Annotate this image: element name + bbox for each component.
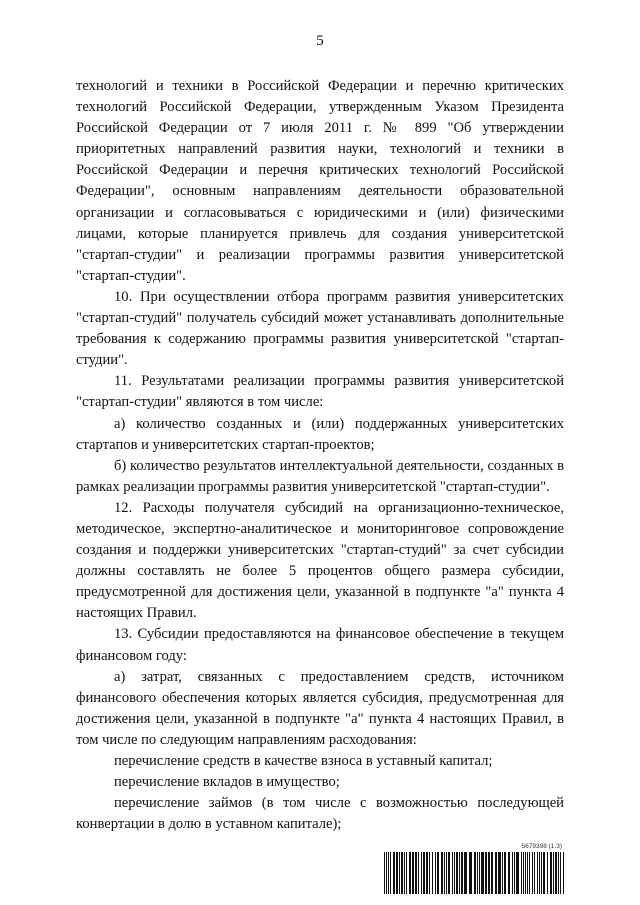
barcode-bar <box>525 852 526 894</box>
barcode-bar <box>563 852 564 894</box>
barcode-icon <box>382 852 568 894</box>
barcode-bar <box>412 852 414 894</box>
barcode-bar <box>386 852 387 894</box>
paragraph-item-11: 11. Результатами реализации программы развития университетской "стартап-студии" являются в том числе: <box>76 373 564 411</box>
barcode-bar <box>441 852 443 894</box>
page-number: 5 <box>316 33 324 49</box>
barcode-bar <box>481 852 484 894</box>
barcode <box>382 843 568 895</box>
barcode-bar <box>550 852 552 894</box>
barcode-bar <box>452 852 453 894</box>
barcode-bar <box>541 852 542 894</box>
barcode-bar <box>426 852 428 894</box>
barcode-bar <box>539 852 540 894</box>
list-item-capital: перечисление средств в качестве взноса в уставный капитал; <box>114 753 493 769</box>
paragraph-item-11-b: б) количество результатов интеллектуальной деятельности, созданных в рамках реализации программы развития университетской "стартап-студии". <box>76 457 564 495</box>
barcode-bar <box>516 852 519 894</box>
paragraph-continuation: технологий и техники в Российской Федерации и перечню критических технологий Российской Федерации, утвержденным Указом Президента Российской Федерации от 7 июля 2011 г. № 899 "Об утверждении приоритетных направлений развития науки, технологий и техники в Российской Федерации и перечня критических технологий Российской Федерации", основным направлениям деятельности образовательной организации и согласовываться с юридическими и (или) физическими лицами, которые планируется привлечь для создания университетской "стартап-студии" и реализации программы развития университетской "стартап-студии". <box>76 78 564 284</box>
barcode-bar <box>502 852 503 894</box>
barcode-bar <box>444 852 445 894</box>
barcode-bar <box>491 852 493 894</box>
barcode-bar <box>479 852 480 894</box>
barcode-bar <box>469 852 472 894</box>
list-item-property: перечисление вкладов в имущество; <box>114 774 340 791</box>
barcode-bar <box>388 852 389 894</box>
barcode-bar <box>432 852 433 894</box>
barcode-bar <box>459 852 460 894</box>
barcode-bar <box>456 852 458 894</box>
barcode-bar <box>508 852 510 894</box>
barcode-bar <box>558 852 559 894</box>
barcode-bar <box>429 852 430 894</box>
barcode-bar <box>421 852 422 894</box>
barcode-bar <box>537 852 538 894</box>
paragraph-item-13-a: а) затрат, связанных с предоставлением средств, источником финансового обеспечения которых является субсидия, предусмотренная для достижения цели, указанной в подпункте "а" пункта 4 настоящих Правил, в том числе по следующим направлениям расходования: <box>76 668 564 748</box>
barcode-bar <box>404 852 405 894</box>
barcode-bar <box>547 852 548 894</box>
barcode-bar <box>477 852 478 894</box>
barcode-bar <box>461 852 463 894</box>
barcode-bar <box>418 852 419 894</box>
barcode-bar <box>498 852 501 894</box>
paragraph-item-12: 12. Расходы получателя субсидий на организационно-техническое, методическое, экспертно-аналитическое и мониторинговое сопровождение создания и поддержки университетских "стартап-студий" за счет субсидии должны составлять не более 5 процентов общего размера субсидии, предусмотренной для достижения цели, указанной в подпункте "а" пункта 4 настоящих Правил. <box>76 499 564 622</box>
barcode-bar <box>454 852 455 894</box>
paragraph-item-10: 10. При осуществлении отбора программ развития университетских "стартап-студий" получатель субсидий может устанавливать дополнительные требования к содержанию программы развития университетской "стартап-студии". <box>76 288 564 369</box>
barcode-bar <box>560 852 561 894</box>
document-body <box>76 76 564 835</box>
barcode-bar <box>543 852 545 894</box>
barcode-bar <box>393 852 395 894</box>
barcode-bar <box>437 852 439 894</box>
barcode-bar <box>401 852 403 894</box>
barcode-bar <box>384 852 385 894</box>
barcode-number: 5679398 (1.3) <box>521 843 562 850</box>
barcode-bar <box>390 852 391 894</box>
barcode-bar <box>396 852 398 894</box>
barcode-bar <box>415 852 417 894</box>
barcode-bar <box>485 852 487 894</box>
barcode-bar <box>523 852 524 894</box>
barcode-bar <box>474 852 476 894</box>
barcode-bar <box>527 852 528 894</box>
list-item-loans: перечисление займов (в том числе с возможностью последующей конвертации в долю в уставном капитале); <box>76 795 564 833</box>
barcode-bar <box>464 852 467 894</box>
barcode-bar <box>534 852 535 894</box>
barcode-bar <box>555 852 557 894</box>
barcode-bar <box>488 852 490 894</box>
barcode-bar <box>446 852 447 894</box>
barcode-bar <box>409 852 411 894</box>
barcode-bar <box>532 852 533 894</box>
barcode-bar <box>406 852 407 894</box>
barcode-bar <box>529 852 530 894</box>
barcode-bar <box>553 852 554 894</box>
barcode-bar <box>504 852 506 894</box>
paragraph-item-11-a: а) количество созданных и (или) поддержанных университетских стартапов и университетских стартап-проектов; <box>76 415 564 453</box>
barcode-bar <box>423 852 425 894</box>
barcode-bar <box>399 852 400 894</box>
paragraph-item-13: 13. Субсидии предоставляются на финансовое обеспечение в текущем финансовом году: <box>76 626 564 664</box>
barcode-bar <box>448 852 450 894</box>
barcode-bar <box>521 852 522 894</box>
barcode-bar <box>495 852 497 894</box>
barcode-bar <box>435 852 436 894</box>
barcode-bar <box>514 852 515 894</box>
barcode-bar <box>512 852 513 894</box>
